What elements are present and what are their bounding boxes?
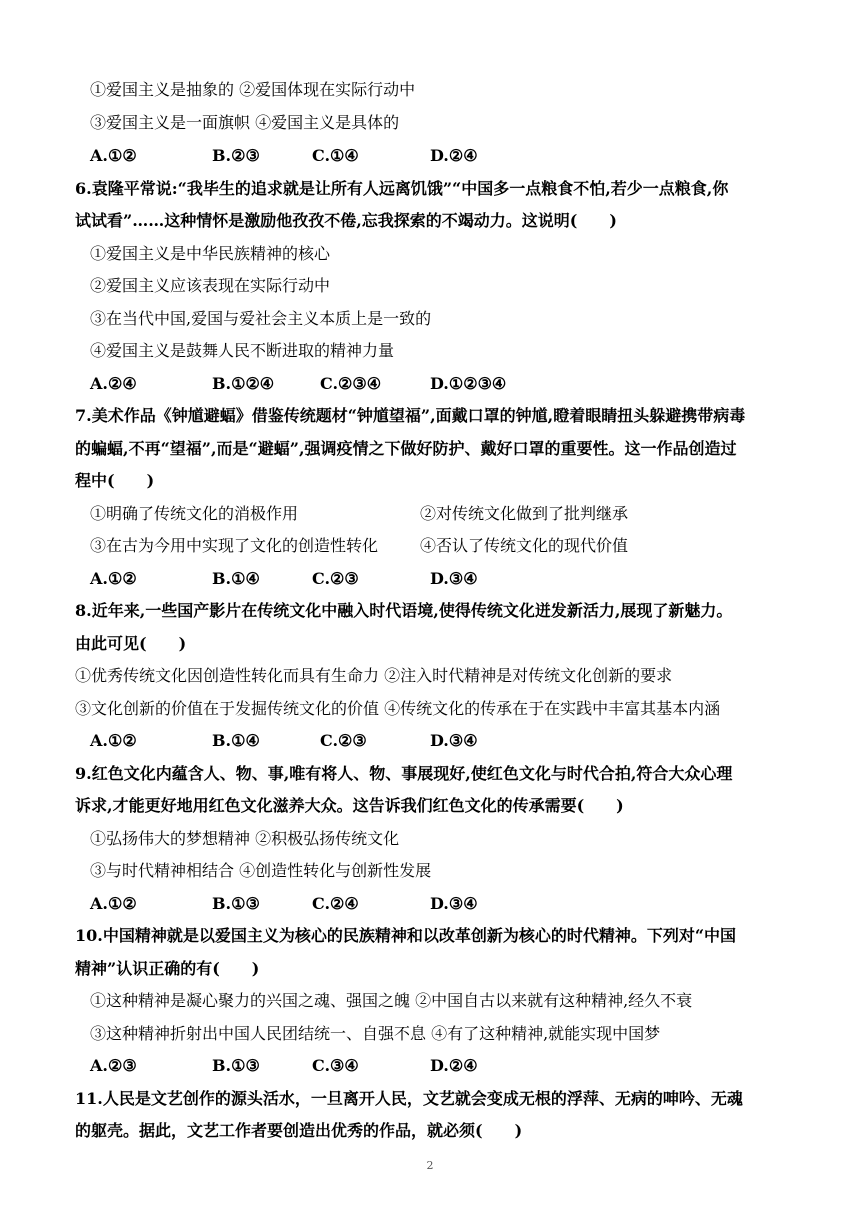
question-8-line: 由此可见( )	[75, 634, 187, 653]
choice-d: D.②④	[430, 146, 478, 165]
choice-b: B.①②④	[212, 374, 275, 393]
option-line: ①爱国主义是抽象的 ②爱国体现在实际行动中	[90, 80, 416, 99]
choice-a: A.①②	[90, 894, 137, 913]
option-line: ③在当代中国,爱国与爱社会主义本质上是一致的	[90, 309, 432, 328]
choice-a: A.②④	[90, 374, 137, 393]
question-10-line: 10.中国精神就是以爱国主义为核心的民族精神和以改革创新为核心的时代精神。下列对“中国	[75, 926, 737, 945]
choice-b: B.②③	[212, 146, 260, 165]
option-line: ④爱国主义是鼓舞人民不断进取的精神力量	[90, 341, 395, 360]
choice-b: B.①③	[212, 894, 260, 913]
question-7-line: 的蝙蝠,不再“望福”,而是“避蝠”,强调疫情之下做好防护、戴好口罩的重要性。这一作品创造过	[75, 439, 737, 458]
option-line: ②对传统文化做到了批判继承	[420, 504, 629, 523]
choice-c: C.①④	[312, 146, 359, 165]
choice-d: D.②④	[430, 1056, 478, 1075]
choice-a: A.①②	[90, 731, 137, 750]
option-line: ③爱国主义是一面旗帜 ④爱国主义是具体的	[90, 113, 400, 132]
question-6-line: 6.袁隆平常说:“我毕生的追求就是让所有人远离饥饿”“中国多一点粮食不怕,若少一点粮食,你	[75, 179, 729, 198]
choice-d: D.①②③④	[430, 374, 507, 393]
option-line: ①优秀传统文化因创造性转化而具有生命力 ②注入时代精神是对传统文化创新的要求	[75, 666, 673, 685]
choice-c: C.②③	[312, 569, 359, 588]
option-line: ④否认了传统文化的现代价值	[420, 536, 629, 555]
option-line: ①爱国主义是中华民族精神的核心	[90, 244, 331, 263]
choice-c: C.②③④	[320, 374, 382, 393]
choice-b: B.①④	[212, 731, 260, 750]
choice-a: A.①②	[90, 146, 137, 165]
question-9-line: 诉求,才能更好地用红色文化滋养大众。这告诉我们红色文化的传承需要( )	[75, 796, 624, 815]
choice-d: D.③④	[430, 894, 478, 913]
question-8-line: 8.近年来,一些国产影片在传统文化中融入时代语境,使得传统文化迸发新活力,展现了新魅力。	[75, 601, 733, 620]
option-line: ③在古为今用中实现了文化的创造性转化	[90, 536, 379, 555]
option-line: ③这种精神折射出中国人民团结统一、自强不息 ④有了这种精神,就能实现中国梦	[90, 1024, 661, 1043]
question-11-line: 11.人民是文艺创作的源头活水，一旦离开人民，文艺就会变成无根的浮萍、无病的呻吟、无魂	[75, 1089, 743, 1108]
question-7-line: 程中( )	[75, 471, 155, 490]
question-9-line: 9.红色文化内蕴含人、物、事,唯有将人、物、事展现好,使红色文化与时代合拍,符合大众心理	[75, 764, 733, 783]
page-number: 2	[426, 1159, 434, 1172]
question-10-line: 精神”认识正确的有( )	[75, 959, 260, 978]
question-6-line: 试试看”……这种情怀是激励他孜孜不倦,忘我探索的不竭动力。这说明( )	[75, 211, 617, 230]
option-line: ②爱国主义应该表现在实际行动中	[90, 276, 331, 295]
choice-a: A.②③	[90, 1056, 137, 1075]
option-line: ①这种精神是凝心聚力的兴国之魂、强国之魄 ②中国自古以来就有这种精神,经久不衰	[90, 991, 693, 1010]
choice-a: A.①②	[90, 569, 137, 588]
choice-d: D.③④	[430, 731, 478, 750]
option-line: ③与时代精神相结合 ④创造性转化与创新性发展	[90, 861, 432, 880]
option-line: ③文化创新的价值在于发掘传统文化的价值 ④传统文化的传承在于在实践中丰富其基本内涵	[75, 699, 721, 718]
option-line: ①弘扬伟大的梦想精神 ②积极弘扬传统文化	[90, 829, 400, 848]
choice-d: D.③④	[430, 569, 478, 588]
question-7-line: 7.美术作品《钟馗避蝠》借鉴传统题材“钟馗望福”,面戴口罩的钟馗,瞪着眼睛扭头躲避携带病毒	[75, 406, 746, 425]
choice-b: B.①④	[212, 569, 260, 588]
choice-c: C.②③	[320, 731, 367, 750]
choice-b: B.①③	[212, 1056, 260, 1075]
option-line: ①明确了传统文化的消极作用	[90, 504, 299, 523]
choice-c: C.③④	[312, 1056, 359, 1075]
question-11-line: 的躯壳。据此，文艺工作者要创造出优秀的作品，就必须( )	[75, 1121, 523, 1140]
choice-c: C.②④	[312, 894, 359, 913]
